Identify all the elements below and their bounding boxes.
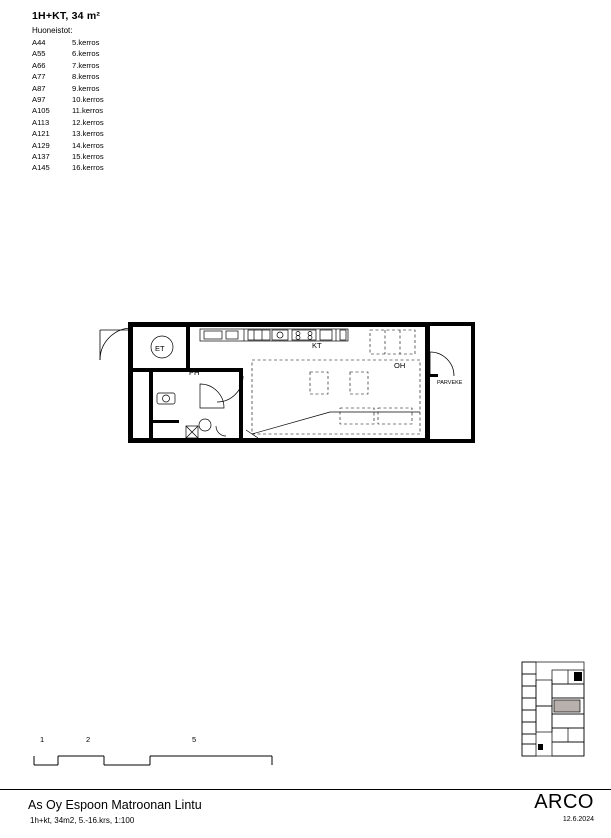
plan-detail-lines — [246, 412, 420, 438]
plan-date: 12.6.2024 — [562, 816, 594, 823]
entry-door-swing — [100, 328, 132, 360]
unit-code: A113 — [32, 117, 50, 127]
list-item — [32, 140, 272, 151]
list-item — [32, 151, 272, 162]
balcony-door-swing — [430, 352, 454, 376]
scale-tick-2: 2 — [86, 735, 91, 744]
scale-tick-1: 1 — [40, 735, 45, 744]
scale-tick-5: 5 — [192, 735, 197, 744]
list-item — [32, 162, 272, 173]
interior-walls — [133, 327, 243, 438]
list-item — [32, 48, 272, 59]
unit-code: A145 — [32, 163, 50, 173]
unit-code: A121 — [32, 129, 50, 139]
list-item — [32, 94, 272, 105]
project-name: As Oy Espoon Matroonan Lintu — [28, 798, 202, 812]
unit-code: A77 — [32, 72, 46, 82]
scale-bar-graphic — [32, 747, 292, 773]
arco-logo: ARCO — [534, 791, 594, 813]
unit-code: A129 — [32, 140, 50, 150]
balcony-rail — [430, 374, 438, 377]
unit-floor: 9.kerros — [72, 83, 100, 93]
list-item — [32, 117, 272, 128]
units-list-label: Huoneistot: — [32, 26, 73, 35]
furniture-dashed — [252, 330, 420, 434]
bathroom-fixtures — [157, 384, 226, 438]
unit-code: A97 — [32, 95, 46, 105]
room-label-kt: KT — [312, 341, 322, 350]
unit-floor: 5.kerros — [72, 38, 100, 47]
unit-floor: 16.kerros — [72, 163, 104, 173]
unit-floor: 8.kerros — [72, 72, 100, 82]
room-label-et: ET — [155, 344, 165, 353]
unit-floor: 13.kerros — [72, 129, 104, 139]
unit-floor: 7.kerros — [72, 60, 100, 70]
unit-floor: 10.kerros — [72, 95, 104, 105]
list-item — [32, 71, 272, 82]
list-item — [32, 37, 272, 48]
room-label-parveke: PARVEKE — [437, 380, 463, 386]
unit-code: A87 — [32, 83, 46, 93]
unit-floor: 15.kerros — [72, 152, 104, 162]
list-item — [32, 128, 272, 139]
scale-bar — [32, 735, 292, 775]
list-item — [32, 105, 272, 116]
unit-code: A44 — [32, 38, 46, 47]
unit-floor: 12.kerros — [72, 117, 104, 127]
units-list — [32, 37, 272, 174]
room-label-ph: PH — [189, 368, 200, 377]
unit-floor: 6.kerros — [72, 49, 100, 59]
room-label-oh: OH — [394, 361, 406, 370]
list-item — [32, 83, 272, 94]
list-item — [32, 60, 272, 71]
highlighted-unit — [554, 700, 580, 712]
unit-code: A105 — [32, 106, 50, 116]
unit-floor: 11.kerros — [72, 106, 104, 116]
unit-code: A137 — [32, 152, 50, 162]
kitchen-fixtures — [200, 329, 348, 341]
unit-floor: 14.kerros — [72, 140, 104, 150]
unit-code: A55 — [32, 49, 46, 59]
floor-plan-drawing — [0, 300, 611, 480]
company-logo-block — [508, 791, 594, 824]
key-plan — [518, 660, 588, 758]
page-title: 1H+KT, 34 m² — [32, 10, 101, 22]
plan-header — [32, 10, 272, 174]
footer-text-block — [28, 797, 408, 826]
project-subtitle: 1h+kt, 34m2, 5.-16.krs, 1:100 — [30, 816, 135, 825]
unit-code: A66 — [32, 60, 46, 70]
footer-divider — [0, 789, 611, 790]
